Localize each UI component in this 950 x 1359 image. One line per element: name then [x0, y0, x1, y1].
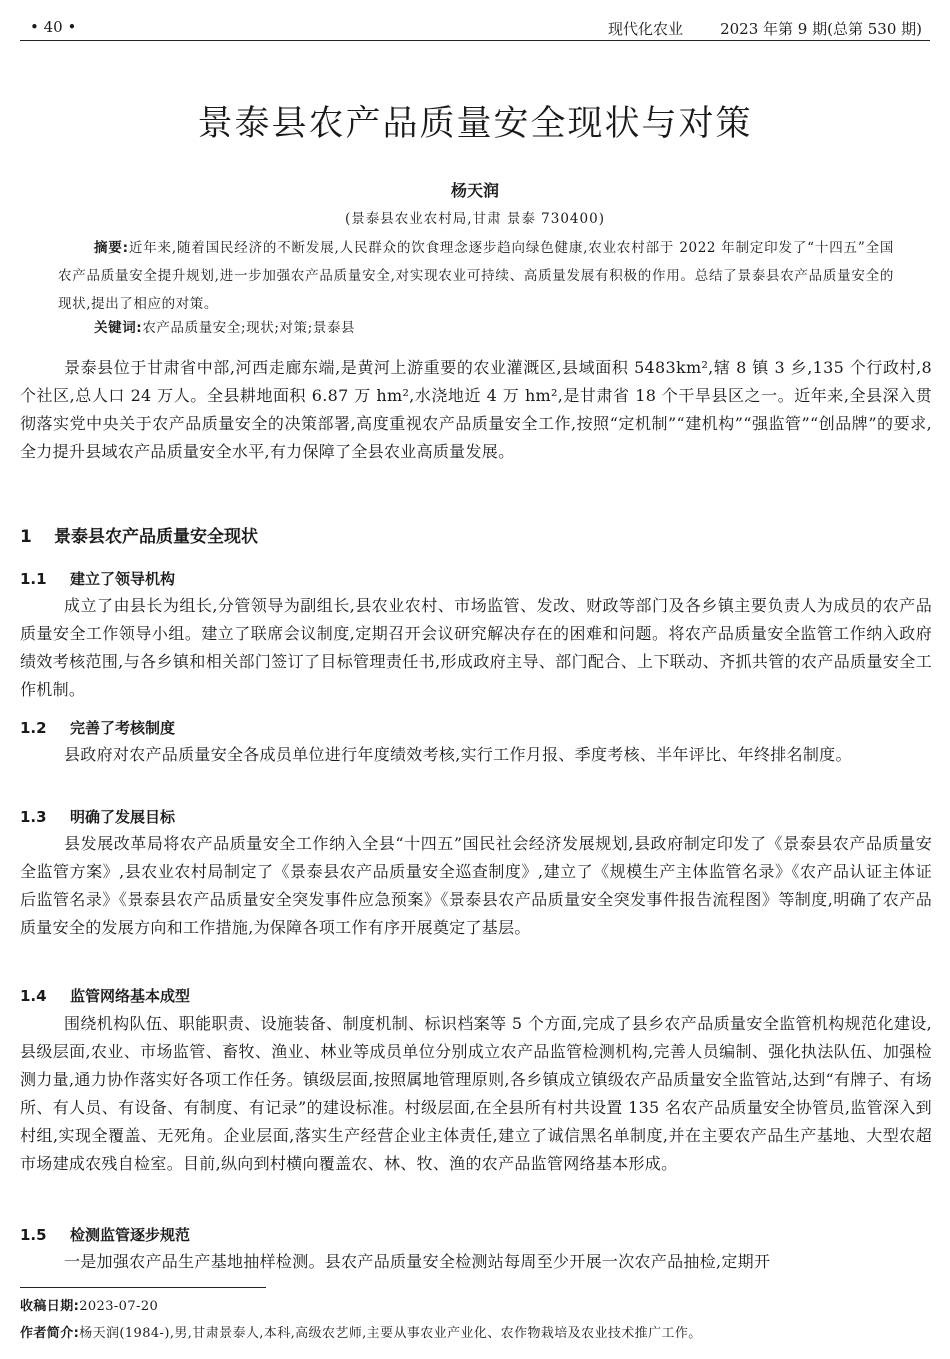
subsection-paragraph: 县发展改革局将农产品质量安全工作纳入全县“十四五”国民社会经济发展规划,县政府制定印发了《景泰县农产品质量安全监管方案》,县农业农村局制定了《景泰县农产品质量安全巡查制度》,建立了《规模生产主体监管名录》《农产品认证主体证后监管名录》《景泰县农产品质量安全突发事件应急预案》《景泰县农产品质量安全突发事件报告流程图》等制度,明确了农产品质量安全的发展方向和工作措施,为保障各项工作有序开展奠定了基层。	[20, 834, 932, 937]
subsection-title: 监管网络基本成型	[70, 987, 191, 1005]
subsection-heading	[20, 1224, 190, 1245]
author-bio-text: 杨天润(1984-),男,甘肃景泰人,本科,高级农艺师,主要从事农业产业化、农作物栽培及农业技术推广工作。	[79, 1326, 702, 1341]
subsection-heading	[20, 985, 190, 1006]
running-header	[20, 14, 930, 41]
author-bio	[20, 1322, 702, 1341]
subsection-paragraph: 一是加强农产品生产基地抽样检测。县农产品质量安全检测站每周至少开展一次农产品抽检,定期开	[64, 1252, 771, 1271]
article-title: 景泰县农产品质量安全现状与对策	[197, 104, 753, 144]
subsection-heading	[20, 806, 175, 827]
keywords	[94, 316, 355, 336]
subsection-number: 1.3	[20, 808, 47, 826]
journal-name: 现代化农业	[608, 20, 684, 38]
issue-info: 2023 年第 9 期(总第 530 期)	[720, 20, 922, 38]
subsection-number: 1.2	[20, 719, 47, 737]
author-affiliation: (景泰县农业农村局,甘肃 景泰 730400)	[345, 211, 605, 227]
received-value: 2023-07-20	[79, 1299, 159, 1314]
subsection-number: 1.5	[20, 1226, 47, 1244]
subsection-paragraph: 县政府对农产品质量安全各成员单位进行年度绩效考核,实行工作月报、季度考核、半年评比、年终排名制度。	[64, 745, 852, 764]
abstract-text: 近年来,随着国民经济的不断发展,人民群众的饮食理念逐步趋向绿色健康,农业农村部于 2022 年制定印发了“十四五”全国农产品质量安全提升规划,进一步加强农产品质量安全,对实现农业可持续、高质量发展有积极的作用。总结了景泰县农产品质量安全的现状,提出了相应的对策。	[58, 240, 895, 312]
subsection-title: 完善了考核制度	[70, 719, 176, 737]
keywords-label: 关键词:	[94, 320, 143, 336]
intro-paragraph: 景泰县位于甘肃省中部,河西走廊东端,是黄河上游重要的农业灌溉区,县域面积 5483km²,辖 8 镇 3 乡,135 个行政村,8 个社区,总人口 24 万人。全县耕地面积 6.87 万 hm²,水浇地近 4 万 hm²,是甘肃省 18 个干旱县区之一。近年来,全县深入贯彻落实党中央关于农产品质量安全的决策部署,高度重视农产品质量安全工作,按照“定机制”“建机构”“强监管”“创品牌”的要求,全力提升县域农产品质量安全水平,有力保障了全县农业高质量发展。	[20, 358, 932, 461]
subsection-heading	[20, 717, 175, 738]
abstract-label: 摘要:	[94, 240, 129, 256]
subsection-number: 1.4	[20, 987, 47, 1005]
author-bio-label: 作者简介:	[20, 1326, 80, 1341]
footnote-divider	[20, 1287, 266, 1288]
author-name: 杨天润	[450, 181, 499, 200]
subsection-title: 检测监管逐步规范	[70, 1226, 191, 1244]
received-date	[20, 1295, 158, 1314]
subsection-title: 明确了发展目标	[70, 808, 176, 826]
keywords-text: 农产品质量安全;现状;对策;景泰县	[142, 320, 356, 336]
section-number: 1	[20, 527, 32, 547]
subsection-number: 1.1	[20, 570, 47, 588]
subsection-title: 建立了领导机构	[70, 570, 176, 588]
section-title: 景泰县农产品质量安全现状	[54, 527, 258, 547]
received-label: 收稿日期:	[20, 1299, 80, 1314]
subsection-heading	[20, 568, 175, 589]
section-heading	[20, 522, 258, 547]
subsection-paragraph: 围绕机构队伍、职能职责、设施装备、制度机制、标识档案等 5 个方面,完成了县乡农产品质量安全监管机构规范化建设,县级层面,农业、市场监管、畜牧、渔业、林业等成员单位分别成立农产品监管检测机构,完善人员编制、强化执法队伍、加强检测力量,通力协作落实好各项工作任务。镇级层面,按照属地管理原则,各乡镇成立镇级农产品质量安全监管站,达到“有牌子、有场所、有人员、有设备、有制度、有记录”的建设标准。村级层面,在全县所有村共设置 135 名农产品质量安全协管员,监管深入到村组,实现全覆盖、无死角。企业层面,落实生产经营企业主体责任,建立了诚信黑名单制度,并在主要农产品生产基地、大型农超市场建成农残自检室。目前,纵向到村横向覆盖农、林、牧、渔的农产品监管网络基本形成。	[20, 1014, 932, 1173]
abstract	[58, 234, 894, 318]
page-number: • 40 •	[30, 18, 77, 36]
subsection-paragraph: 成立了由县长为组长,分管领导为副组长,县农业农村、市场监管、发改、财政等部门及各乡镇主要负责人为成员的农产品质量安全工作领导小组。建立了联席会议制度,定期召开会议研究解决存在的困难和问题。将农产品质量安全监管工作纳入政府绩效考核范围,与各乡镇和相关部门签订了目标管理责任书,形成政府主导、部门配合、上下联动、齐抓共管的农产品质量安全工作机制。	[20, 596, 932, 699]
